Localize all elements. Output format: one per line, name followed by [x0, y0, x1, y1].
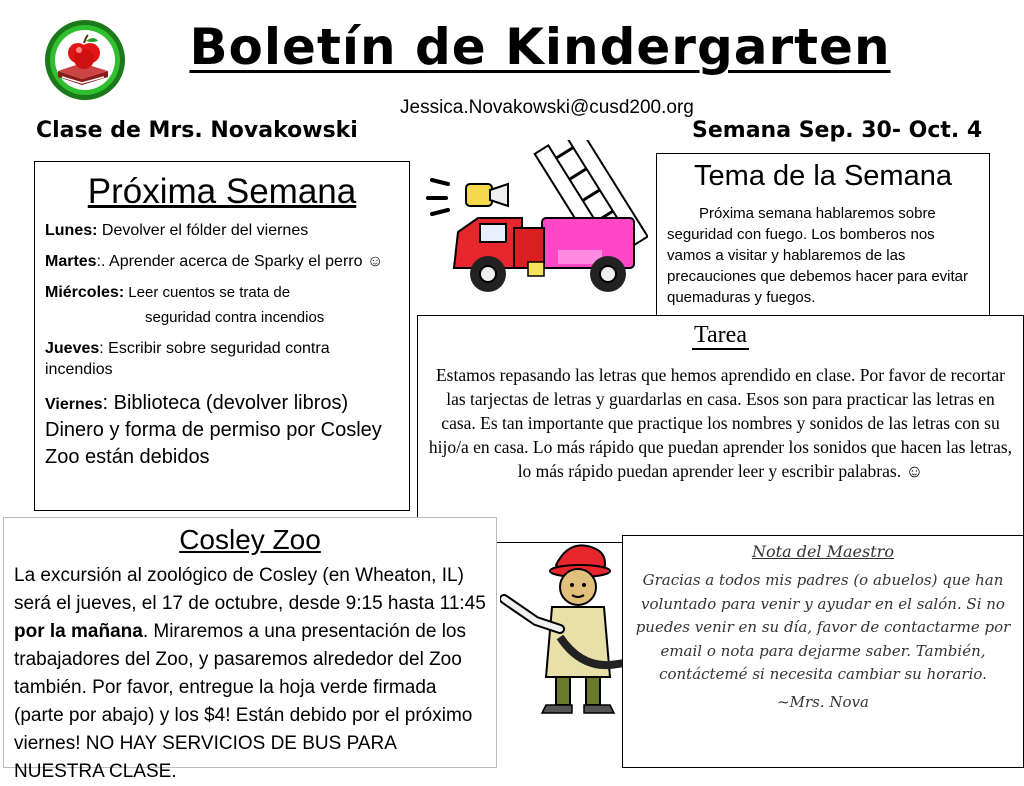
- theme-heading: Tema de la Semana: [694, 160, 952, 192]
- homework-box: [417, 315, 1024, 543]
- next-week-heading: Próxima Semana: [87, 172, 357, 211]
- wednesday-label: Miércoles:: [45, 284, 125, 301]
- homework-heading-text: Tarea: [694, 322, 747, 348]
- teacher-note-heading: Nota del Maestro: [752, 542, 894, 561]
- page-title: Boletín de Kindergarten: [189, 18, 891, 76]
- thursday-label: Jueves: [45, 340, 100, 357]
- week-label: Semana Sep. 30- Oct. 4: [692, 118, 983, 143]
- teacher-email: Jessica.Novakowski@cusd200.org: [400, 97, 694, 118]
- friday-label: Viernes: [45, 396, 103, 413]
- fire-truck-illustration: [418, 140, 648, 300]
- homework-heading: [428, 322, 1013, 349]
- friday-text: : Biblioteca (devolver libros): [102, 392, 349, 414]
- theme-text: Próxima semana hablaremos sobre seguridad con fuego. Los bomberos nos vamos a visitar y hablaremos de las precauciones que debemos hacer para evitar quemaduras y fuegos.: [667, 205, 969, 306]
- zoo-text: [14, 562, 486, 786]
- thursday-row: [45, 338, 399, 380]
- zoo-text-bold: por la mañana: [14, 621, 143, 642]
- class-label: Clase de Mrs. Novakowski: [36, 118, 358, 143]
- tuesday-text: :. Aprender acerca de Sparky el perro ☺: [96, 253, 384, 270]
- wednesday-text: Leer cuentos se trata de: [124, 284, 291, 301]
- tuesday-label: Martes: [45, 253, 97, 270]
- zoo-box: [3, 517, 497, 782]
- homework-text: Estamos repasando las letras que hemos aprendido en clase. Por favor de recortar las tarjectas de letras y guardarlas en casa. Esos son para practicar las letras en casa. Es tan importante que practique los nombres y sonidos de las letras con su hijo/a en casa. Lo más rápido que puedan aprender los sonidos que hacen las letras, lo más rápido puedan aprender leer y escribir palabras. ☺: [428, 365, 1013, 481]
- next-week-box: [34, 161, 410, 511]
- zoo-heading: Cosley Zoo: [179, 524, 321, 555]
- monday-text: Devolver el fólder del viernes: [97, 222, 309, 239]
- teacher-note-text: Gracias a todos mis padres (o abuelos) que han voluntado para venir y ayudar en el salón. Si no puedes venir en su día, favor de contactarme por email o nota para dejarme saber. También, contáctemé si necesita cambiar su horario.: [635, 571, 1011, 683]
- zoo-text-part-1: La excursión al zoológico de Cosley (en Wheaton, IL) será el jueves, el 17 de octubre, desde 9:15 hasta 11:45: [14, 565, 486, 614]
- wednesday-row: [45, 282, 399, 303]
- teacher-note-box: [622, 535, 1024, 768]
- teacher-signature: ~Mrs. Nova: [777, 692, 869, 711]
- theme-box: [656, 153, 990, 318]
- monday-label: Lunes:: [45, 222, 98, 239]
- monday-row: [45, 220, 399, 241]
- wednesday-text-2: seguridad contra incendios: [145, 309, 325, 326]
- zoo-text-part-2: . Miraremos a una presentación de los trabajadores del Zoo, y pasaremos alrededor del Zoo también. Por favor, entregue la hoja verde firmada (parte por abajo) y los $4! Están debido por el próximo viernes! NO HAY SERVICIOS DE BUS PARA NUESTRA CLASE.: [14, 621, 473, 782]
- tuesday-row: [45, 251, 399, 272]
- friday-row: [45, 390, 399, 417]
- friday-text-2: Dinero y forma de permiso por Cosley Zoo están debidos: [45, 419, 382, 468]
- apple-books-logo-icon: [42, 19, 128, 101]
- thursday-text: : Escribir sobre seguridad contra incendios: [45, 340, 330, 378]
